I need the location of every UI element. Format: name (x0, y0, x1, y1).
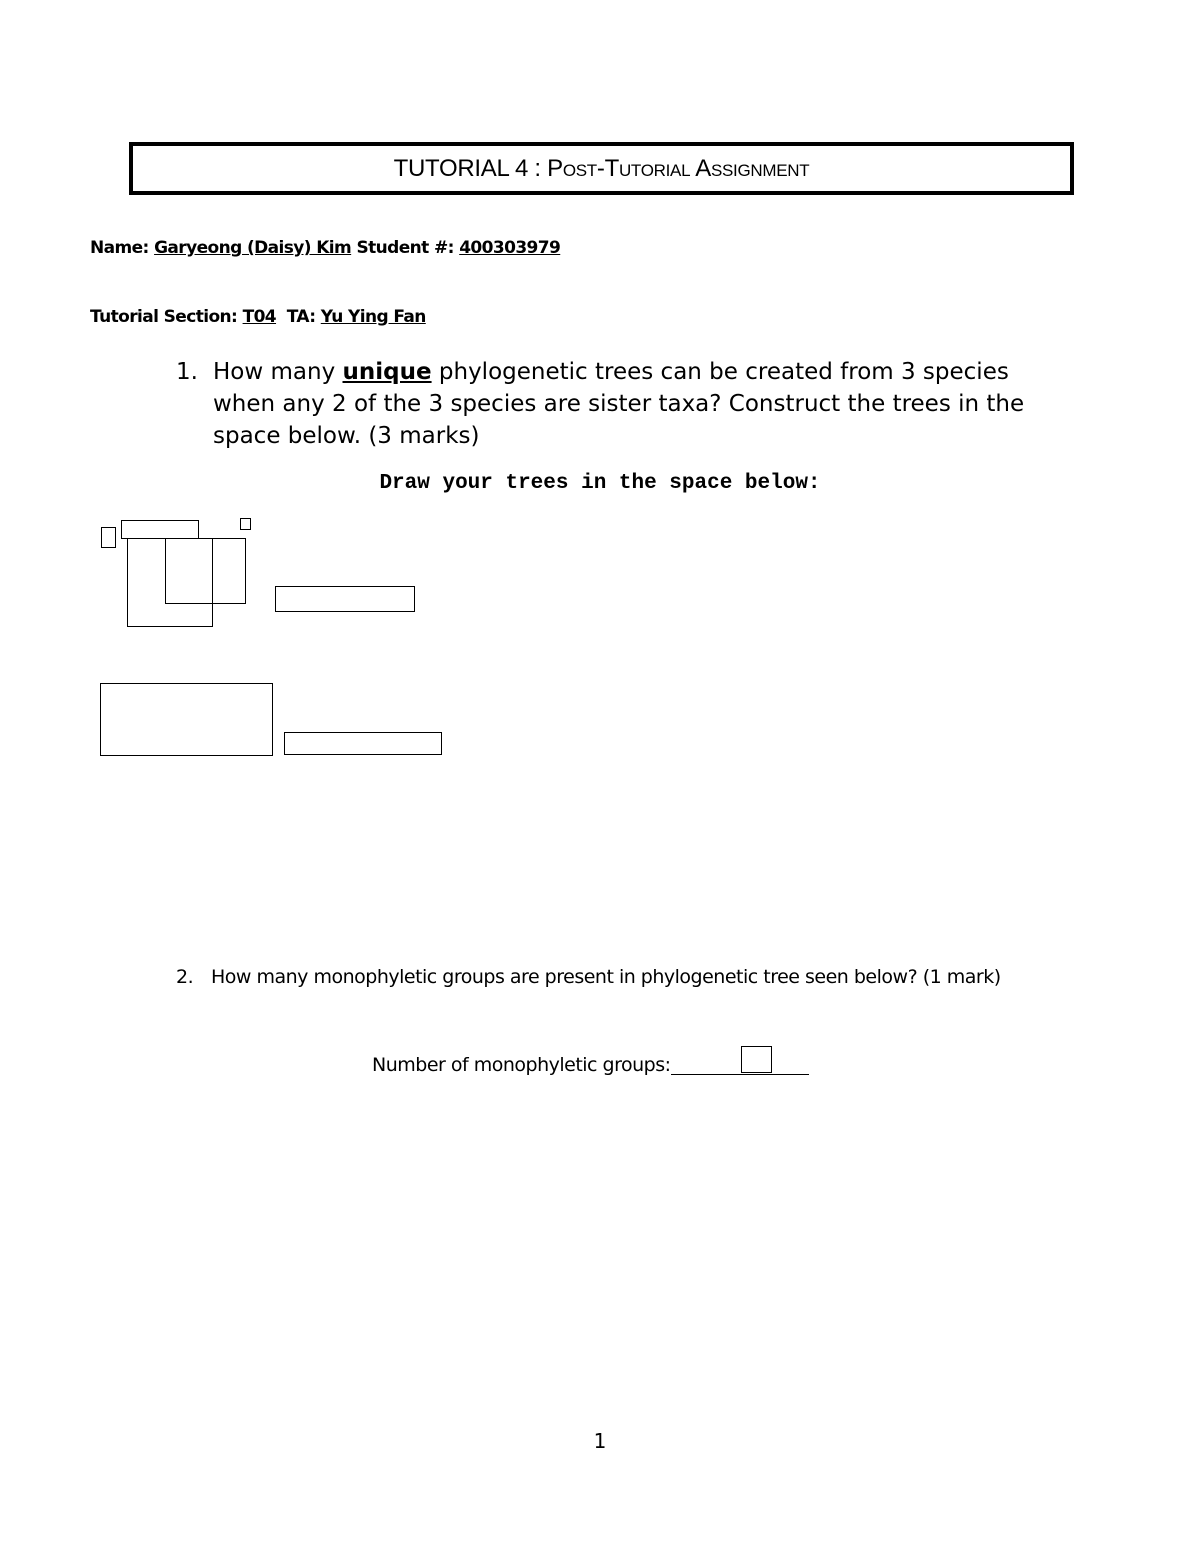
title-lead: TUTORIAL 4 : (393, 155, 548, 182)
page-title (133, 155, 1070, 183)
student-info-line (90, 238, 560, 258)
section-value: T04 (242, 307, 277, 327)
student-number-label: Student #: (356, 238, 454, 258)
question-1-emphasis: unique (342, 359, 432, 385)
drawing-placeholder-box[interactable] (165, 538, 246, 604)
section-label: Tutorial Section: (90, 307, 238, 327)
ta-label: TA: (286, 307, 316, 327)
title-rest: Post-Tutorial Assignment (547, 155, 810, 182)
section-info-line (90, 307, 426, 327)
question-1-number: 1. (176, 359, 198, 385)
question-1-text-before: How many (213, 359, 343, 385)
student-number-value: 400303979 (459, 238, 561, 258)
name-label: Name: (90, 238, 149, 258)
draw-prompt: Draw your trees in the space below: (379, 472, 821, 495)
drawing-placeholder-box[interactable] (101, 527, 116, 548)
question-2-number: 2. (176, 966, 194, 988)
drawing-placeholder-box[interactable] (100, 683, 273, 756)
page-number: 1 (593, 1429, 607, 1453)
question-2-text: How many monophyletic groups are present in phylogenetic tree seen below? (1 mark) (211, 966, 1001, 988)
question-1-text-after: phylogenetic trees can be created from 3 species when any 2 of the 3 species are sister taxa? Construct the trees in the space below. (3 marks) (213, 359, 1025, 449)
question-1 (176, 356, 1076, 452)
ta-value: Yu Ying Fan (320, 307, 426, 327)
drawing-placeholder-box[interactable] (284, 732, 442, 755)
drawing-placeholder-box[interactable] (240, 518, 251, 530)
title-box (129, 142, 1074, 195)
drawing-placeholder-box[interactable] (275, 586, 415, 612)
question-2 (176, 966, 1076, 988)
name-value: Garyeong (Daisy) Kim (154, 238, 352, 258)
drawing-placeholder-box[interactable] (121, 520, 199, 539)
answer-label: Number of monophyletic groups: (372, 1054, 671, 1076)
answer-blank[interactable] (671, 1054, 809, 1075)
question-1-text (213, 356, 1076, 452)
answer-input-box[interactable] (741, 1046, 772, 1073)
